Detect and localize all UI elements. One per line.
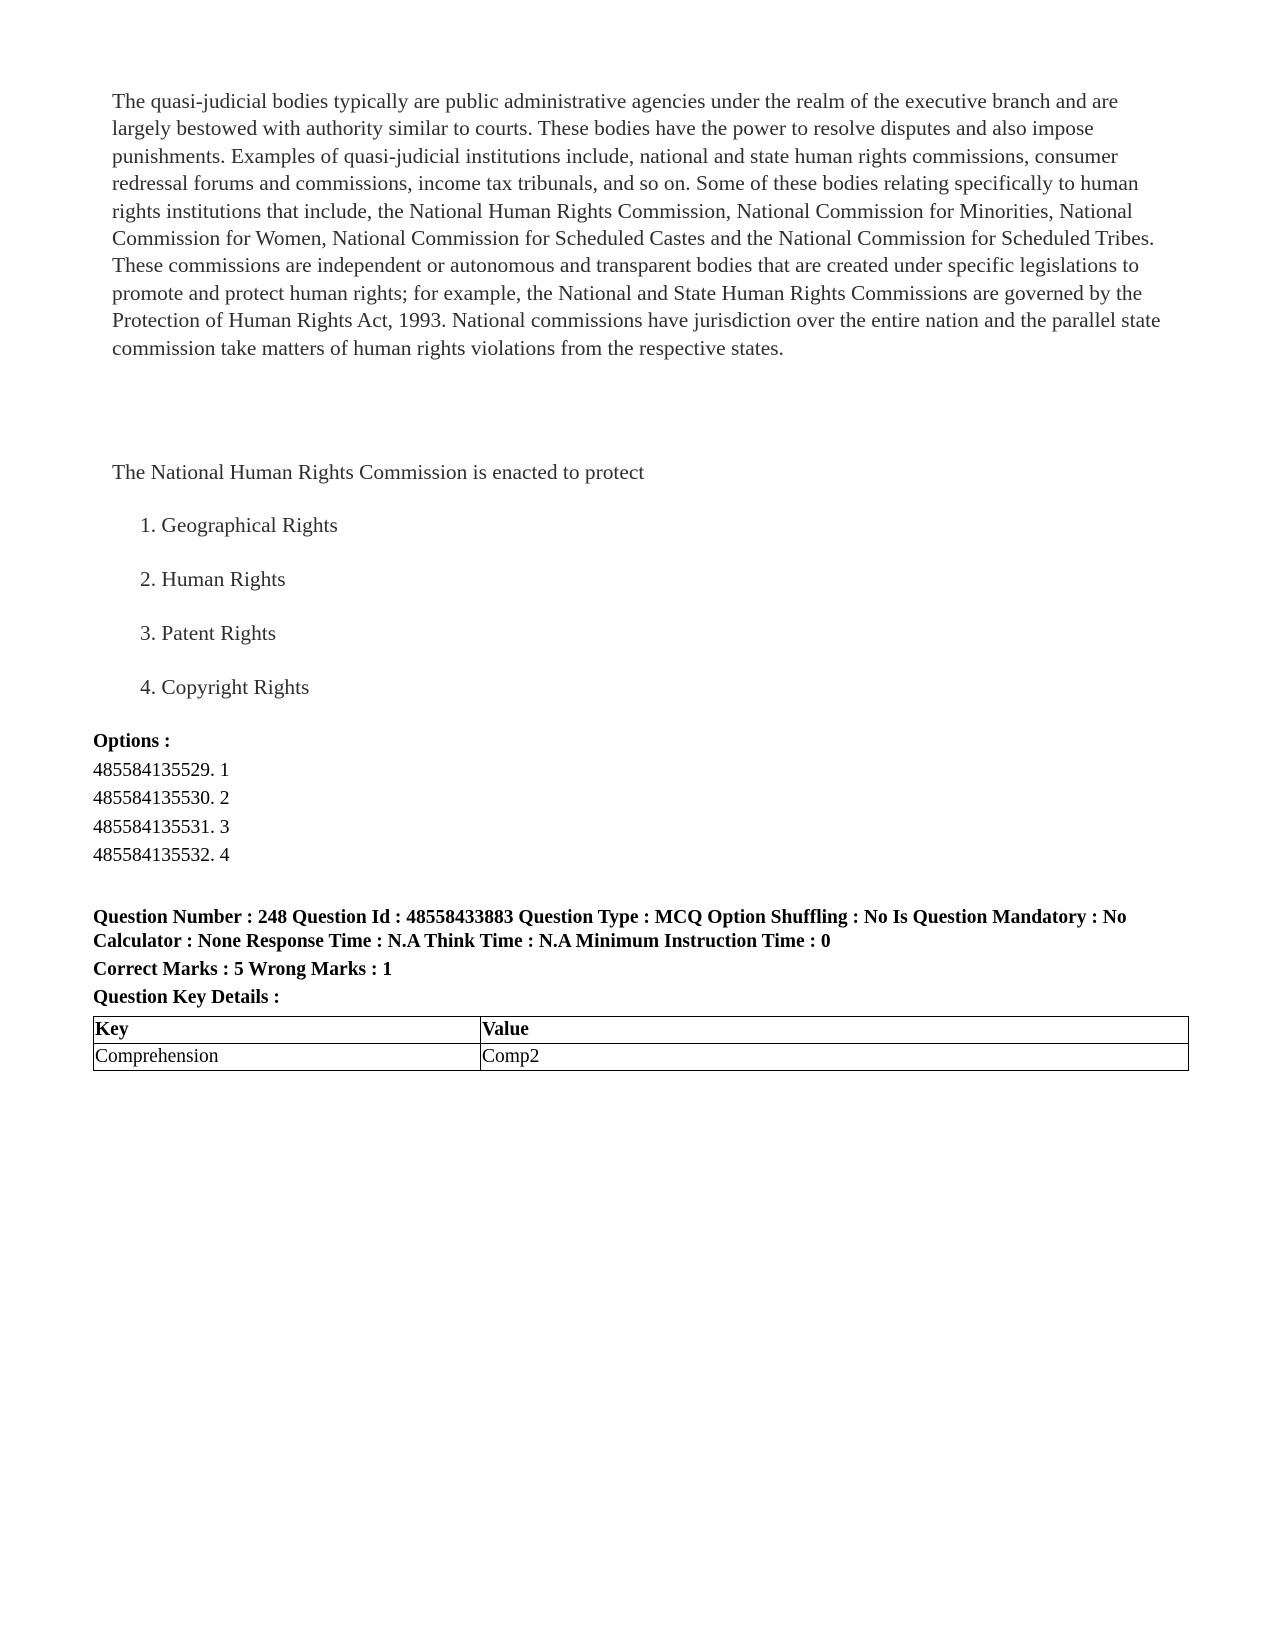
question-key-table <box>93 1016 1189 1071</box>
choice-list <box>140 512 338 728</box>
choice-item: 2. Human Rights <box>140 567 286 591</box>
question-key-details-title: Question Key Details : <box>93 987 280 1008</box>
table-header-row <box>94 1017 1189 1044</box>
question-stem: The National Human Rights Commission is enacted to protect <box>112 460 645 484</box>
table-header-value: Value <box>481 1017 1189 1044</box>
options-title: Options : <box>93 731 171 752</box>
passage-text: The quasi-judicial bodies typically are public administrative agencies under the realm of the executive branch and are largely bestowed with authority similar to courts. These bodies have the power to resolve disputes and also impose punishments. Examples of quasi-judicial institutions include, national and state human rights commissions, consumer redressal forums and commissions, income tax tribunals, and so on. Some of these bodies relating specifically to human rights institutions that include, the National Human Rights Commission, National Commission for Minorities, National Commission for Women, National Commission for Scheduled Castes and the National Commission for Scheduled Tribes. These commissions are independent or autonomous and transparent bodies that are created under specific legislations to promote and protect human rights; for example, the National and State Human Rights Commissions are governed by the Protection of Human Rights Act, 1993. National commissions have jurisdiction over the entire nation and the parallel state commission take matters of human rights violations from the respective states. <box>112 89 1161 360</box>
choice-item: 4. Copyright Rights <box>140 675 310 699</box>
choice-item: 3. Patent Rights <box>140 621 277 645</box>
table-cell-value: Comp2 <box>481 1044 1189 1071</box>
option-item: 485584135529. 1 <box>93 759 230 781</box>
options-block <box>93 728 230 871</box>
choice-item: 1. Geographical Rights <box>140 513 338 537</box>
option-item: 485584135530. 2 <box>93 788 230 809</box>
question-meta-details: Question Number : 248 Question Id : 48558433883 Question Type : MCQ Option Shuffling : No Is Question Mandatory : No Calculator : None Response Time : N.A Think Time : N.A Minimum Instruction Time : 0 <box>93 907 1127 952</box>
table-row <box>94 1044 1189 1071</box>
question-meta <box>93 906 1203 1014</box>
option-item: 485584135532. 4 <box>93 845 230 866</box>
option-item: 485584135531. 3 <box>93 816 230 838</box>
table-header-key: Key <box>94 1017 481 1044</box>
question-marks: Correct Marks : 5 Wrong Marks : 1 <box>93 959 393 980</box>
table-cell-key: Comprehension <box>94 1044 481 1071</box>
